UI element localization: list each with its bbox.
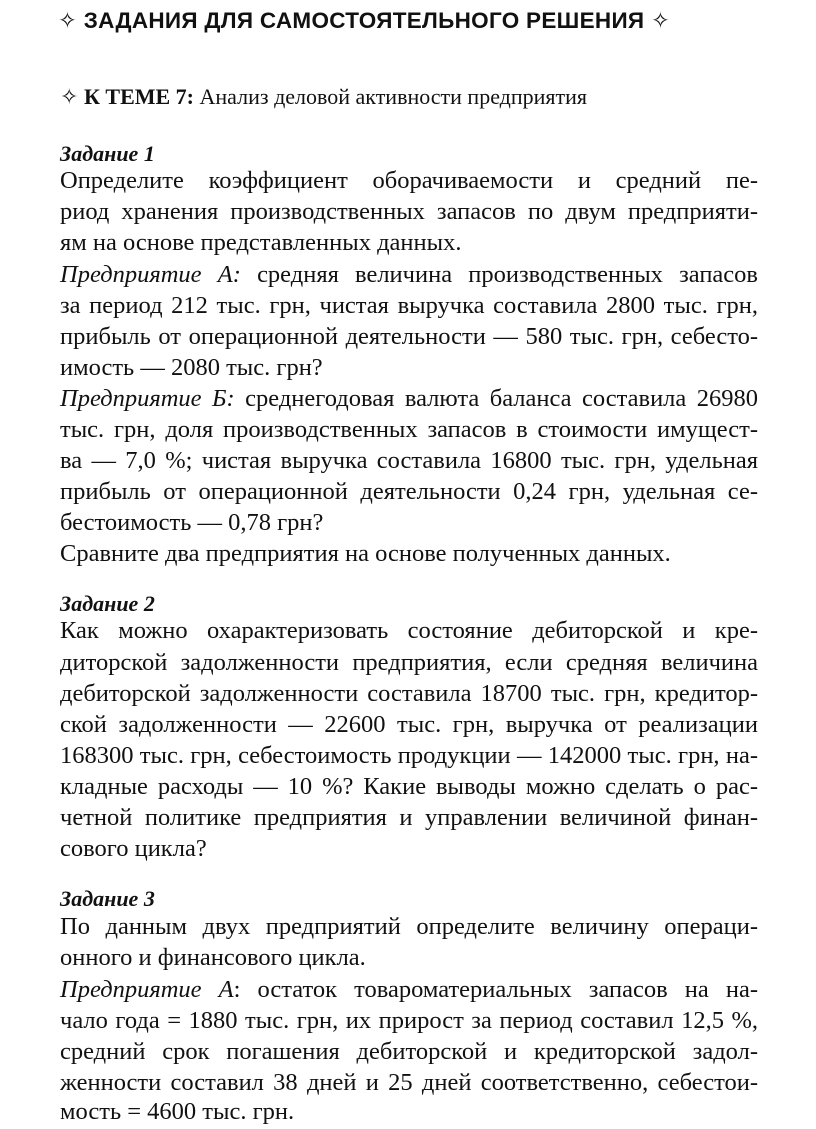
topic-label: К ТЕМЕ 7: [83,84,195,109]
paragraph-line [60,322,758,352]
star-icon: ✧ [58,8,78,34]
text-span: онного и финансового цикла. [60,944,366,971]
text-span: ва — 7,0 %; чистая выручка составила 16800 тыс. грн, удельная [60,447,758,474]
text-span: среднегодовая валюта баланса составила 26980 [245,385,759,412]
paragraph-line [60,943,758,973]
star-icon: ✧ [60,85,79,110]
paragraph-line [60,353,758,383]
paragraph-line [60,1006,758,1036]
paragraph-line [60,508,758,538]
task2-heading: Задание 2 [60,591,155,616]
text-span: чало года = 1880 тыс. грн, их прирост за период составил 12,5 %, [60,1007,758,1034]
text-span: прибыль от операционной деятельности — 580 тыс. грн, себесто- [60,323,758,350]
task1-heading: Задание 1 [60,141,155,166]
text-span: кладные расходы — 10 %? Какие выводы можно сделать о рас- [60,773,758,800]
text-span: 168300 тыс. грн, себестоимость продукции — 142000 тыс. грн, на- [60,742,758,769]
text-span: ской задолженности — 22600 тыс. грн, выручка от реализации [60,711,758,738]
text-span: риод хранения производственных запасов по двум предприяти- [60,198,758,225]
text-span: дебиторской задолженности составила 18700 тыс. грн, кредитор- [60,680,758,707]
text-span: средний срок погашения дебиторской и кредиторской задол- [60,1038,758,1065]
text-span: за период 212 тыс. грн, чистая выручка составила 2800 тыс. грн, [60,292,758,319]
text-span: Сравните два предприятия на основе полученных данных. [60,540,671,567]
star-icon: ✧ [650,8,671,34]
paragraph-line [60,741,758,771]
text-span: ям на основе представленных данных. [60,229,462,256]
paragraph-line [60,1097,758,1127]
text-span: По данным двух предприятий определите величину операци- [60,913,758,940]
text-span: бестоимость — 0,78 грн? [60,509,324,536]
paragraph-line [60,197,758,227]
enterprise-a-label: Предприятие А: [60,261,241,288]
paragraph-line [60,679,758,709]
text-span: сового цикла? [60,835,207,862]
paragraph-line [60,384,758,414]
paragraph-line [60,1037,758,1067]
topic-text: Анализ деловой активности предприятия [199,84,588,109]
enterprise-a-label: Предприятие А [60,976,234,1003]
paragraph-line [60,772,758,802]
text-span: имость — 2080 тыс. грн? [60,354,323,381]
text-span: : остаток товароматериальных запасов на на- [233,976,758,1003]
paragraph-line [60,912,758,942]
paragraph-line [60,834,758,864]
text-span: средняя величина производственных запасов [257,261,758,288]
section-title [58,8,670,34]
paragraph-line [60,260,758,290]
paragraph-line [60,1068,758,1098]
text-span: Как можно охарактеризовать состояние дебиторской и кре- [60,617,758,644]
paragraph-line [60,803,758,833]
text-span: мость = 4600 тыс. грн. [60,1098,295,1125]
section-title-text: ЗАДАНИЯ ДЛЯ САМОСТОЯТЕЛЬНОГО РЕШЕНИЯ [83,8,645,33]
text-span: диторской задолженности предприятия, если средняя величина [60,649,758,676]
paragraph-line [60,710,758,740]
paragraph-line [60,616,758,646]
text-span: Определите коэффициент оборачиваемости и средний пе- [60,167,758,194]
text-span: прибыль от операционной деятельности 0,24 грн, удельная се- [60,478,758,505]
paragraph-line [60,446,758,476]
paragraph-line [60,648,758,678]
paragraph-line [60,539,758,569]
text-span: четной политике предприятия и управлении величиной финан- [60,804,758,831]
paragraph-line [60,228,758,258]
paragraph-line [60,477,758,507]
paragraph-line [60,415,758,445]
paragraph-line [60,166,758,196]
topic-line [60,84,587,110]
paragraph-line [60,291,758,321]
enterprise-b-label: Предприятие Б: [60,385,235,412]
paragraph-line [60,975,758,1005]
text-span: тыс. грн, доля производственных запасов в стоимости имущест- [60,416,758,443]
text-span: женности составил 38 дней и 25 дней соответственно, себестои- [60,1069,758,1096]
task3-heading: Задание 3 [60,886,155,911]
